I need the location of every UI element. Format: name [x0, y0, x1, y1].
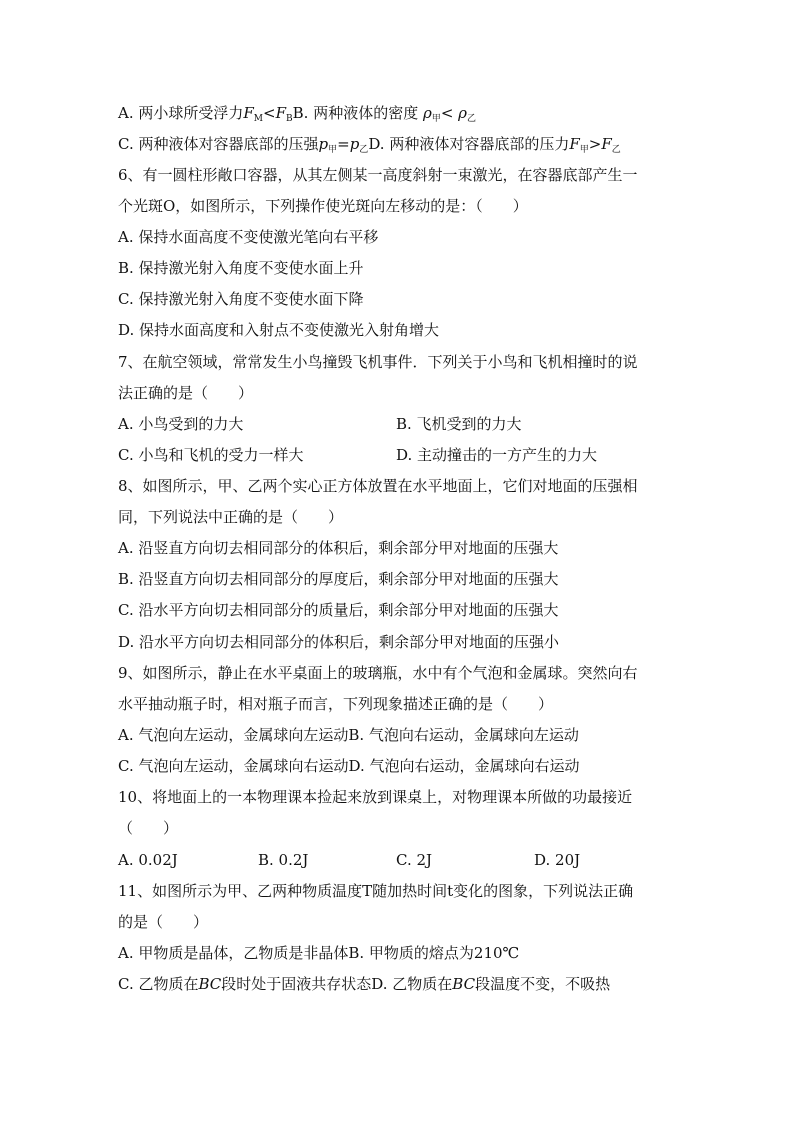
- q6-option-b: B. 保持激光射入角度不变使水面上升: [118, 259, 364, 277]
- q7-option-b: B. 飞机受到的力大: [396, 415, 522, 433]
- q5-options-cd: C. 两种液体对容器底部的压强$p_甲=p_乙D$. 两种液体对容器底部的压力$F_甲>F_乙$: [118, 135, 621, 155]
- q10-option-d: D. 20J: [534, 851, 581, 869]
- q11-stem-line1: 11、如图所示为甲、乙两种物质温度T随加热时间t变化的图象，下列说法正确: [118, 882, 634, 900]
- q10-option-c: C. 2J: [396, 851, 433, 869]
- q6-option-a: A. 保持水面高度不变使激光笔向右平移: [118, 228, 379, 246]
- q11-options-cd: C. 乙物质在BC段时处于固液共存状态D. 乙物质在BC段温度不变，不吸热: [118, 975, 611, 993]
- q9-options-cd: C. 气泡向左运动，金属球向右运动D. 气泡向右运动，金属球向右运动: [118, 757, 580, 775]
- q10-stem-line2: （ ）: [118, 819, 179, 837]
- q6-stem-line2: 个光斑O，如图所示，下列操作使光斑向左移动的是：（ ）: [118, 197, 528, 215]
- q8-option-b: B. 沿竖直方向切去相同部分的厚度后，剩余部分甲对地面的压强大: [118, 570, 559, 588]
- q5-option-b: B. 两种液体的密度: [292, 104, 423, 122]
- q7-stem-line1: 7、在航空领域，常常发生小鸟撞毁飞机事件．下列关于小鸟和飞机相撞时的说: [118, 353, 638, 371]
- q6-option-c: C. 保持激光射入角度不变使水面下降: [118, 290, 364, 308]
- q9-stem-line2: 水平抽动瓶子时，相对瓶子而言，下列现象描述正确的是（ ）: [118, 695, 554, 713]
- q11-options-ab: A. 甲物质是晶体，乙物质是非晶体B. 甲物质的熔点为210℃: [118, 944, 520, 962]
- q5-options-ab: A. 两小球所受浮力$F_M<F_BB$. 两种液体的密度 $\rho_甲< \rho_乙$: [118, 104, 476, 124]
- q8-option-d: D. 沿水平方向切去相同部分的体积后，剩余部分甲对地面的压强小: [118, 633, 560, 651]
- q8-stem-line2: 同，下列说法中正确的是（ ）: [118, 508, 344, 526]
- q7-option-a: A. 小鸟受到的力大: [118, 415, 244, 433]
- q7-option-c: C. 小鸟和飞机的受力一样大: [118, 446, 304, 464]
- q10-option-a: A. 0.02J: [118, 851, 178, 869]
- q9-stem-line1: 9、如图所示，静止在水平桌面上的玻璃瓶，水中有个气泡和金属球。突然向右: [118, 664, 638, 682]
- q10-stem-line1: 10、将地面上的一本物理课本捡起来放到课桌上，对物理课本所做的功最接近: [118, 788, 633, 806]
- q8-option-c: C. 沿水平方向切去相同部分的质量后，剩余部分甲对地面的压强大: [118, 601, 559, 619]
- q9-options-ab: A. 气泡向左运动，金属球向左运动B. 气泡向右运动，金属球向左运动: [118, 726, 579, 744]
- q7-option-d: D. 主动撞击的一方产生的力大: [396, 446, 598, 464]
- q8-option-a: A. 沿竖直方向切去相同部分的体积后，剩余部分甲对地面的压强大: [118, 539, 559, 557]
- q11-stem-line2: 的是（ ）: [118, 913, 209, 931]
- q6-stem-line1: 6、有一圆柱形敞口容器，从其左侧某一高度斜射一束激光，在容器底部产生一: [118, 166, 638, 184]
- q10-option-b: B. 0.2J: [258, 851, 309, 869]
- q5-option-a: A. 两小球所受浮力: [118, 104, 244, 122]
- q5-option-c: C. 两种液体对容器底部的压强: [118, 135, 319, 153]
- q6-option-d: D. 保持水面高度和入射点不变使激光入射角增大: [118, 321, 440, 339]
- q5-option-d: D. 两种液体对容器底部的压力: [368, 135, 570, 153]
- q7-stem-line2: 法正确的是（ ）: [118, 384, 254, 402]
- q8-stem-line1: 8、如图所示，甲、乙两个实心正方体放置在水平地面上，它们对地面的压强相: [118, 477, 638, 495]
